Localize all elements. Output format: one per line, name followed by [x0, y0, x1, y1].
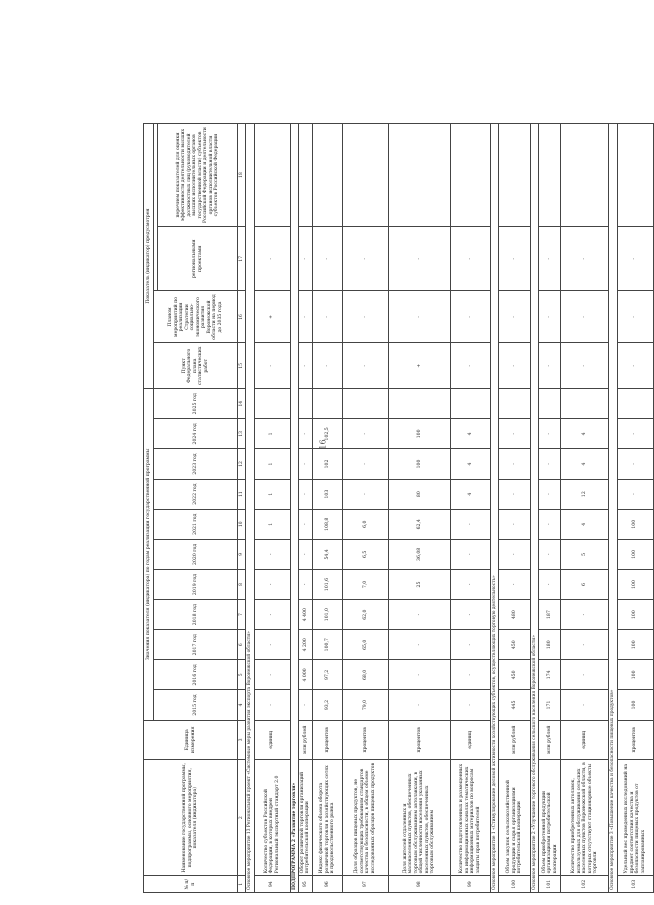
col-header-num: № п/п [144, 876, 238, 893]
col-header-year: 2025 год [154, 389, 238, 419]
table-row: 101 Объем приобретенной продукции организациями потребительской кооперации млн рублей 171 174 180 187 - - - - - - - - - [539, 124, 561, 893]
section-row: Основное мероприятие 13 Региональный проект «Системные меры развития экспорта Воронежской области» [246, 124, 254, 893]
section-row: ПОДПРОГРАММА 2 «Развитие торговли» [290, 124, 298, 893]
col-header-efficiency: перечнем показателей для оценки эффективности деятельности высших должностных лиц (руководителей высших исполнительных органов государственной власти) субъектов Российской Федерации и деятельности органов исполнительной власти субъектов Российской Федерации [158, 124, 238, 227]
table-row: 97 Доля образцов пищевых продуктов, не соответствующих требованиям стандартов качества и безопасности, в общем объеме исследованных образцов пищевых продуктов процентов 79,0 68,0 65,0 62,0 7,0 6,5 6,0 - - - - - - [342, 124, 388, 893]
col-header-year: 2024 год [154, 419, 238, 449]
column-numbers-row: 1 2 3 4 5 6 7 8 9 10 11 12 13 14 15 16 17 18 [238, 124, 246, 893]
table-row: 102 Количество приобретенных автолавок, используемых для обслуживания сельских населенных пунктов Воронежской области, в которых отсутствуют стационарные объекты торговли единиц - - - - 6 5 4 12 4 4 - - - [561, 124, 609, 893]
table-row: 100 Объем закупок сельскохозяйственной продукции и сырья организациями потребительской кооперации млн рублей 445 450 450 480 - - - - - - - - - [499, 124, 531, 893]
table-row: 98 Доля жителей отдаленных и малонаселенных пунктов, обеспеченных торговым обслуживанием автолавками, в общей численности населения указанных населенных пунктов, обеспеченных торговым обслуживанием процентов - - - - 25 36,08 62,4 80 100 100 + - - [388, 124, 450, 893]
col-header-federal: Пункт Федерального плана статистических работ [154, 343, 238, 389]
table-row: 96 Индекс физического объема оборота розничной торговли в хозяйствующих сетях и продовольственного рынка процентов 93,2 97,2 100,7 101,0 101,6 54,4 108,8 103 102 102,5 - - - [312, 124, 342, 893]
table-row: 99 Количество подготовленных и размещенных на информационных каналах тематических информационных материалов по вопросам защиты прав потребителей единиц - - - - - - - 4 4 4 - - - [450, 124, 490, 893]
table-row: 95 Оборот розничной торговли организаций потребительской кооперации млн рублей - 4 000 4 200 4 400 - - - - - - - - - [298, 124, 312, 893]
col-header-unit: Единица измерения [144, 720, 238, 759]
col-header-year: 2020 год [154, 539, 238, 569]
col-header-year: 2018 год [154, 600, 238, 630]
col-header-year: 2015 год [154, 690, 238, 720]
col-header-year: 2016 год [154, 660, 238, 690]
col-header-strategy: Планом мероприятий по реализации Стратегии социально-экономического развития Воронежской области на период до 2035 года [154, 291, 238, 343]
rotated-table-wrapper [143, 123, 646, 893]
col-header-values: Значения показателя (индикатора) по годам реализации государственной программы [144, 389, 154, 720]
table-row: 103 Удельный вес проведенных исследований на предмет соответствия качества и безопасности пищевых продуктов от запланированных процентов 100 100 100 100 100 100 100 - - - - - - [617, 124, 653, 893]
page-number: 16 [318, 439, 328, 450]
header-row-1 [144, 124, 154, 893]
col-header-regional-projects: региональными проектами [158, 227, 238, 291]
col-header-purpose: Показатель (индикатор) предусмотрен [144, 124, 154, 389]
section-row: Основное мероприятие 1 «Стимулирование деловой активности хозяйствующих субъектов, осуществляющих торговую деятельность» [490, 124, 498, 893]
section-row: Основное мероприятие 3 «Повышение качества и безопасности пищевых продуктов» [609, 124, 617, 893]
col-header-year: 2019 год [154, 569, 238, 599]
section-row: Основное мероприятие 2 «Улучшение торгового обслуживания сельского населения Воронежской области» [531, 124, 539, 893]
indicators-table [143, 123, 654, 893]
col-header-year: 2022 год [154, 479, 238, 509]
col-header-year: 2021 год [154, 509, 238, 539]
col-header-name: Наименование государственной программы, подпрограммы, основного мероприятия, показателя (индикатора) [144, 760, 238, 876]
col-header-year: 2023 год [154, 449, 238, 479]
table-row: 94 Количество субъектов Российской Федерации, в которых внедрен Региональный экспортный стандарт 2.0 единиц - - - - - - 1 1 1 1 - + - [254, 124, 290, 893]
col-header-year: 2017 год [154, 630, 238, 660]
